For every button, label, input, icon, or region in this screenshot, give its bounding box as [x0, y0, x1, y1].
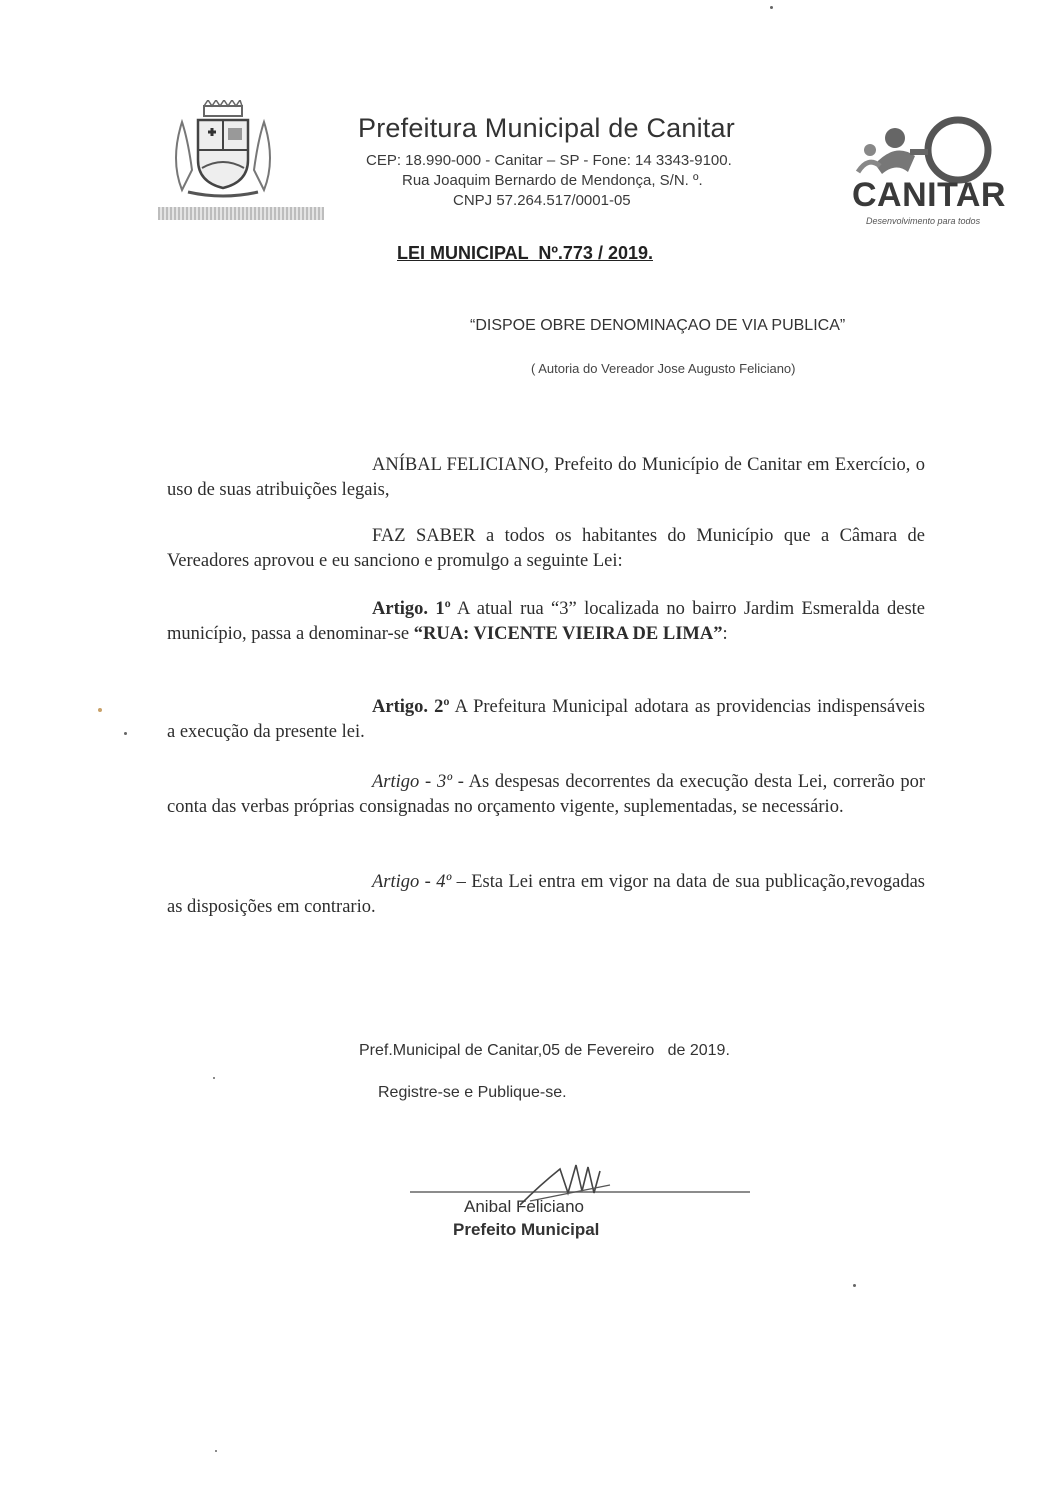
preamble-paragraph: ANÍBAL FELICIANO, Prefeito do Município de Canitar em Exercício, o uso de suas atribuições legais,: [167, 455, 925, 500]
logo-tagline: Desenvolvimento para todos: [866, 216, 981, 226]
organization-name: Prefeitura Municipal de Canitar: [358, 113, 735, 143]
address-cnpj: CNPJ 57.264.517/0001-05: [453, 192, 631, 209]
crest-underline: [158, 207, 324, 220]
register-publish-note: Registre-se e Publique-se.: [378, 1084, 567, 1101]
article-3-label: Artigo - 3º: [372, 772, 452, 792]
article-2-label: Artigo. 2º: [372, 697, 450, 717]
signer-role: Prefeito Municipal: [453, 1220, 600, 1239]
law-author: ( Autoria do Vereador Jose Augusto Feliciano): [531, 361, 796, 376]
article-1-label: Artigo. 1º: [372, 599, 451, 619]
address-street: Rua Joaquim Bernardo de Mendonça, S/N. º.: [402, 172, 703, 189]
street-name: “RUA: VICENTE VIEIRA DE LIMA”: [413, 624, 723, 644]
article-1-paragraph: Artigo. 1º A atual rua “3” localizada no bairro Jardim Esmeralda deste município, passa a denominar-se “RUA: VICENTE VIEIRA DE LIMA”:: [167, 599, 925, 644]
coat-of-arms-icon: [168, 100, 278, 200]
date-line: Pref.Municipal de Canitar,05 de Fevereiro de 2019.: [359, 1042, 730, 1059]
law-title: LEI MUNICIPAL Nº.773 / 2019.: [397, 243, 653, 263]
scan-speck: [215, 1450, 217, 1452]
article-4-label: Artigo - 4º: [372, 872, 452, 892]
law-subject: “DISPOE OBRE DENOMINAÇAO DE VIA PUBLICA”: [470, 317, 846, 334]
scan-speck: [124, 732, 127, 735]
address-cep-phone: CEP: 18.990-000 - Canitar – SP - Fone: 14 3343-9100.: [366, 152, 732, 169]
scan-speck: [853, 1284, 856, 1287]
scan-speck: [770, 6, 773, 9]
signer-name: Anibal Feliciano: [464, 1197, 585, 1216]
scan-speck: [213, 1077, 215, 1079]
logo-wordmark: CANITAR: [852, 176, 1006, 214]
article-4-paragraph: Artigo - 4º – Esta Lei entra em vigor na data de sua publicação,revogadas as disposições em contrario.: [167, 872, 925, 917]
article-3-paragraph: Artigo - 3º - As despesas decorrentes da execução desta Lei, correrão por conta das verbas próprias consignadas no orçamento vigente, suplementadas, se necessário.: [167, 772, 925, 817]
scan-speck: [98, 708, 102, 712]
promulgation-paragraph: FAZ SABER a todos os habitantes do Município que a Câmara de Vereadores aprovou e eu sanciono e promulgo a seguinte Lei:: [167, 526, 925, 571]
article-2-paragraph: Artigo. 2º A Prefeitura Municipal adotara as providencias indispensáveis a execução da presente lei.: [167, 697, 925, 742]
